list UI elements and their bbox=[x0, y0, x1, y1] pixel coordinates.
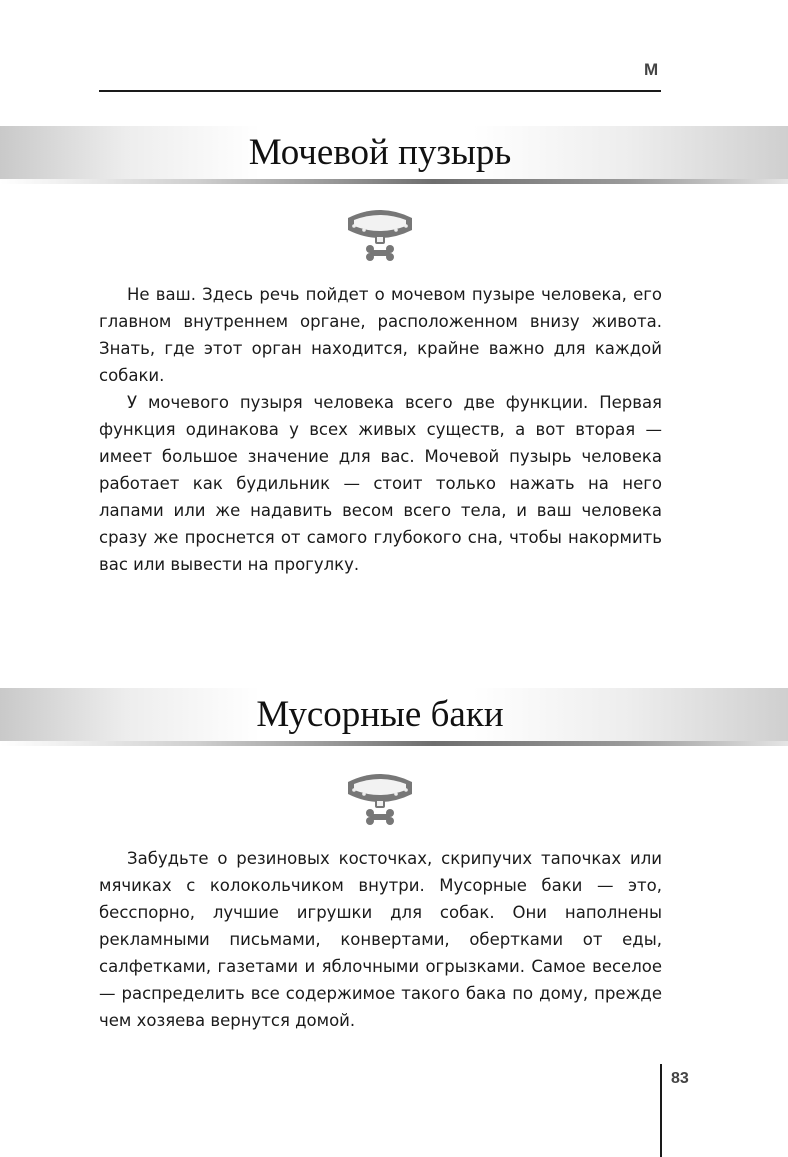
paragraph: У мочевого пузыря человека всего две функции. Первая функция одинакова у всех живых существ, а вот вторая — имеет большое значение для вас. Мочевой пузырь человека работает как будильник — стоит только нажать на него лапами или же надавить весом всего тела, и ваш человека сразу же проснется от самого глубокого сна, чтобы накормить вас или вывести на прогулку. bbox=[99, 393, 662, 574]
section-title: Мочевой пузырь bbox=[248, 132, 512, 173]
dog-collar-icon bbox=[342, 204, 418, 266]
page-number-rule bbox=[660, 1064, 662, 1157]
section-title: Мусорные баки bbox=[256, 694, 504, 735]
header-rule bbox=[99, 90, 661, 92]
paragraph: Не ваш. Здесь речь пойдет о мочевом пузыре человека, его главном внутреннем органе, расположенном внизу живота. Знать, где этот орган находится, крайне важно для каждой собаки. bbox=[99, 285, 662, 385]
section-body bbox=[99, 845, 662, 1034]
paragraph: Забудьте о резиновых косточках, скрипучих тапочках или мячиках с колокольчиком внутри. Мусорные баки — это, бесспорно, лучшие игрушки для собак. Они наполнены рекламными письмами, конвертами, обертками от еды, салфетками, газетами и яблочными огрызками. Самое веселое — распределить все содержимое такого бака по дому, прежде чем хозяева вернутся домой. bbox=[99, 849, 662, 1030]
section-body bbox=[99, 281, 662, 578]
running-header-letter: М bbox=[644, 60, 659, 79]
dog-collar-icon bbox=[342, 768, 418, 830]
page-number: 83 bbox=[671, 1070, 689, 1087]
